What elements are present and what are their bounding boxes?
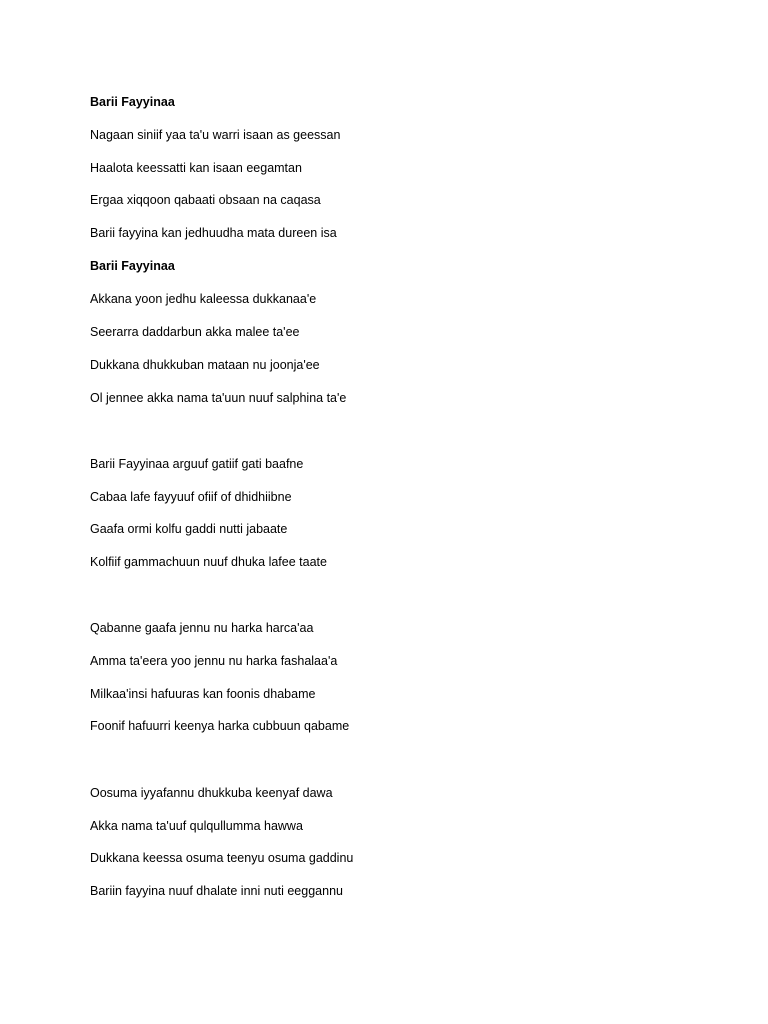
text-line: Foonif hafuurri keenya harka cubbuun qabame bbox=[90, 719, 350, 733]
text-line: Nagaan siniif yaa ta'u warri isaan as geessan bbox=[90, 128, 341, 142]
text-line: Gaafa ormi kolfu gaddi nutti jabaate bbox=[90, 522, 288, 536]
text-line: Amma ta'eera yoo jennu nu harka fashalaa'a bbox=[90, 654, 338, 668]
text-line: Seerarra daddarbun akka malee ta'ee bbox=[90, 325, 300, 339]
section-heading: Barii Fayyinaa bbox=[90, 95, 175, 109]
text-line: Barii Fayyinaa arguuf gatiif gati baafne bbox=[90, 457, 304, 471]
text-line: Cabaa lafe fayyuuf ofiif of dhidhiibne bbox=[90, 490, 292, 504]
text-line: Dukkana keessa osuma teenyu osuma gaddinu bbox=[90, 851, 354, 865]
text-line: Oosuma iyyafannu dhukkuba keenyaf dawa bbox=[90, 786, 333, 800]
text-line: Barii fayyina kan jedhuudha mata dureen isa bbox=[90, 226, 337, 240]
section-heading: Barii Fayyinaa bbox=[90, 259, 175, 273]
text-line: Haalota keessatti kan isaan eegamtan bbox=[90, 161, 302, 175]
text-line: Kolfiif gammachuun nuuf dhuka lafee taate bbox=[90, 555, 327, 569]
text-line: Akka nama ta'uuf qulqullumma hawwa bbox=[90, 819, 303, 833]
text-line: Ol jennee akka nama ta'uun nuuf salphina ta'e bbox=[90, 391, 347, 405]
text-line: Qabanne gaafa jennu nu harka harca'aa bbox=[90, 621, 314, 635]
text-line: Dukkana dhukkuban mataan nu joonja'ee bbox=[90, 358, 320, 372]
text-line: Bariin fayyina nuuf dhalate inni nuti eeggannu bbox=[90, 884, 343, 898]
text-line: Ergaa xiqqoon qabaati obsaan na caqasa bbox=[90, 193, 321, 207]
text-line: Milkaa'insi hafuuras kan foonis dhabame bbox=[90, 687, 316, 701]
text-line: Akkana yoon jedhu kaleessa dukkanaa'e bbox=[90, 292, 317, 306]
